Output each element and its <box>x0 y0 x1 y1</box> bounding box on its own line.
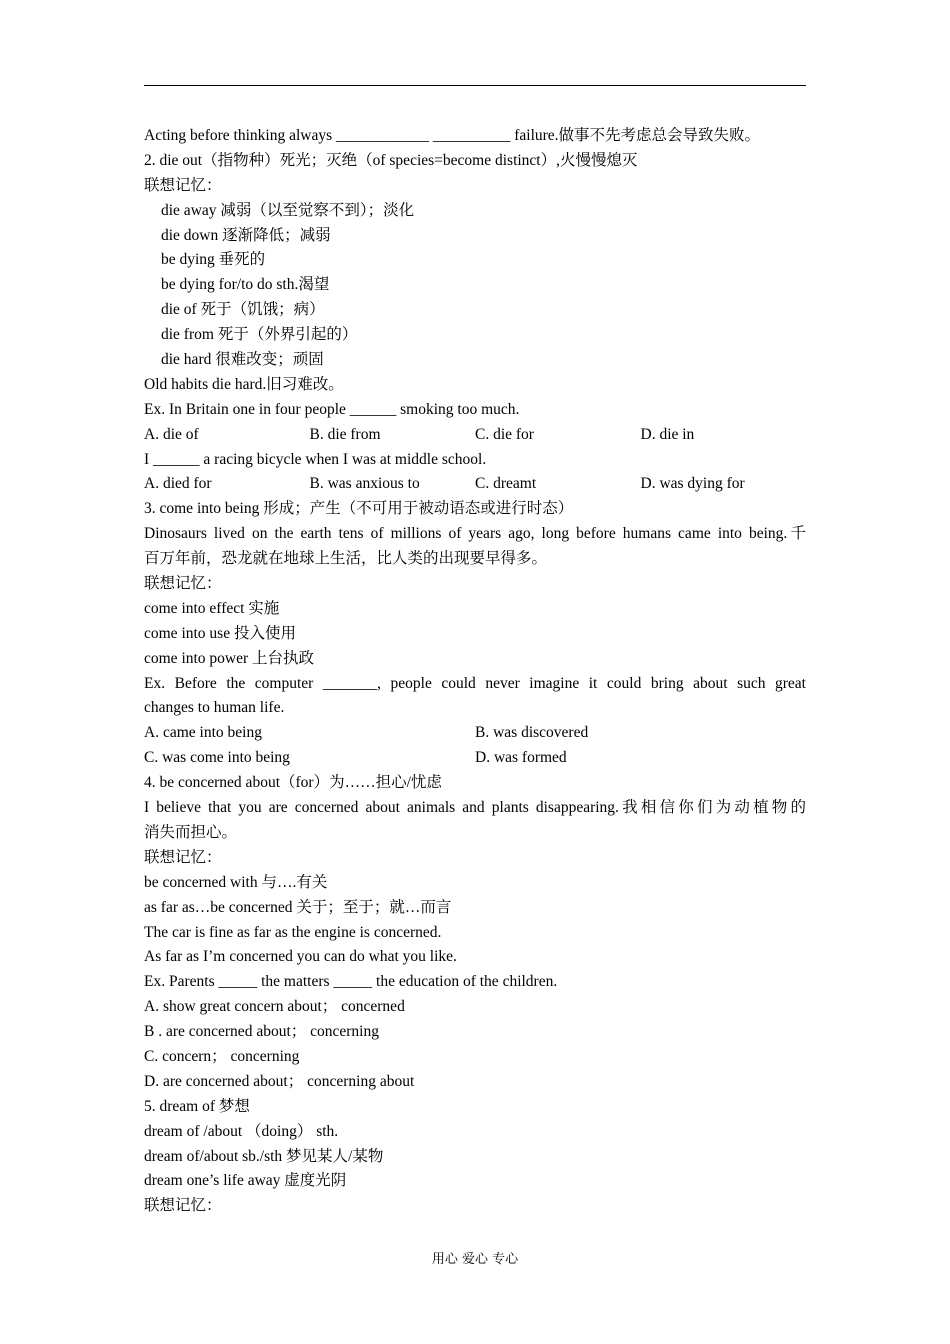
section-heading: 5. dream of 梦想 <box>144 1097 250 1115</box>
option-b: B. was anxious to <box>309 475 420 493</box>
text-line: 联想记忆： <box>144 1197 222 1215</box>
text-line: come into power 上台执政 <box>144 649 315 667</box>
text-line: Old habits die hard.旧习难改。 <box>144 375 344 393</box>
text-line: 联想记忆： <box>144 848 222 866</box>
text-line: be dying 垂死的 <box>161 251 266 269</box>
text-line: die hard 很难改变；顽固 <box>161 351 324 369</box>
exercise-question: Ex. Before the computer _______, people could never imagine it could bring about such great <box>144 674 806 692</box>
text-line: dream of /about （doing） sth. <box>144 1122 339 1140</box>
option-d: D. was formed <box>475 749 567 767</box>
document-body <box>144 124 806 1219</box>
option-a: A. show great concern about； concerned <box>144 998 405 1016</box>
text-line: Dinosaurs lived on the earth tens of millions of years ago, long before humans came into being.千 <box>144 525 806 543</box>
text-line: I believe that you are concerned about animals and plants disappearing.我相信你们为动植物的 <box>144 799 806 817</box>
answer-options <box>144 423 806 448</box>
header-rule <box>144 85 806 86</box>
option-a: A. died for <box>144 475 212 493</box>
option-c: C. was come into being <box>144 749 290 767</box>
text-line: die down 逐渐降低；减弱 <box>161 226 331 244</box>
option-c: C. die for <box>475 425 534 443</box>
section-heading: 4. be concerned about（for）为……担心/忧虑 <box>144 774 442 792</box>
text-line: dream of/about sb./sth 梦见某人/某物 <box>144 1147 384 1165</box>
option-c: C. dreamt <box>475 475 537 493</box>
text-line: come into use 投入使用 <box>144 624 296 642</box>
option-b: B . are concerned about； concerning <box>144 1023 379 1041</box>
option-b: B. die from <box>309 425 381 443</box>
exercise-question: Ex. Parents _____ the matters _____ the education of the children. <box>144 973 558 991</box>
exercise-question: Ex. In Britain one in four people ______ smoking too much. <box>144 400 520 418</box>
text-line: 联想记忆： <box>144 575 222 593</box>
option-d: D. are concerned about； concerning about <box>144 1072 415 1090</box>
text-line: come into effect 实施 <box>144 599 280 617</box>
option-d: D. was dying for <box>640 475 745 493</box>
option-a: A. came into being <box>144 724 262 742</box>
text-line: 百万年前，恐龙就在地球上生活，比人类的出现要早得多。 <box>144 550 548 568</box>
text-line: be concerned with 与….有关 <box>144 873 328 891</box>
text-line: As far as I’m concerned you can do what you like. <box>144 948 457 966</box>
section-heading: 2. die out（指物种）死光；灭绝（of species=become distinct）,火慢慢熄灭 <box>144 151 638 169</box>
page-footer: 用心 爱心 专心 <box>431 1252 519 1267</box>
answer-options <box>144 472 806 497</box>
text-line: 联想记忆： <box>144 176 222 194</box>
exercise-question: changes to human life. <box>144 699 285 717</box>
option-d: D. die in <box>640 425 695 443</box>
text-line: die of 死于（饥饿；病） <box>161 301 325 319</box>
text-line: as far as…be concerned 关于；至于；就…而言 <box>144 898 452 916</box>
text-line: dream one’s life away 虚度光阴 <box>144 1172 347 1190</box>
text-line: Acting before thinking always ____________ __________ failure.做事不先考虑总会导致失败。 <box>144 127 761 144</box>
section-heading: 3. come into being 形成；产生（不可用于被动语态或进行时态） <box>144 500 574 518</box>
exercise-question: I ______ a racing bicycle when I was at middle school. <box>144 450 487 468</box>
option-b: B. was discovered <box>475 724 589 742</box>
answer-options <box>144 721 806 746</box>
text-line: die away 减弱（以至觉察不到）；淡化 <box>161 201 415 219</box>
option-c: C. concern； concerning <box>144 1047 300 1065</box>
option-a: A. die of <box>144 425 199 443</box>
text-line: 消失而担心。 <box>144 823 238 841</box>
answer-options <box>144 746 806 771</box>
text-line: be dying for/to do sth.渴望 <box>161 276 330 294</box>
text-line: die from 死于（外界引起的） <box>161 326 358 344</box>
text-line: The car is fine as far as the engine is concerned. <box>144 923 442 941</box>
